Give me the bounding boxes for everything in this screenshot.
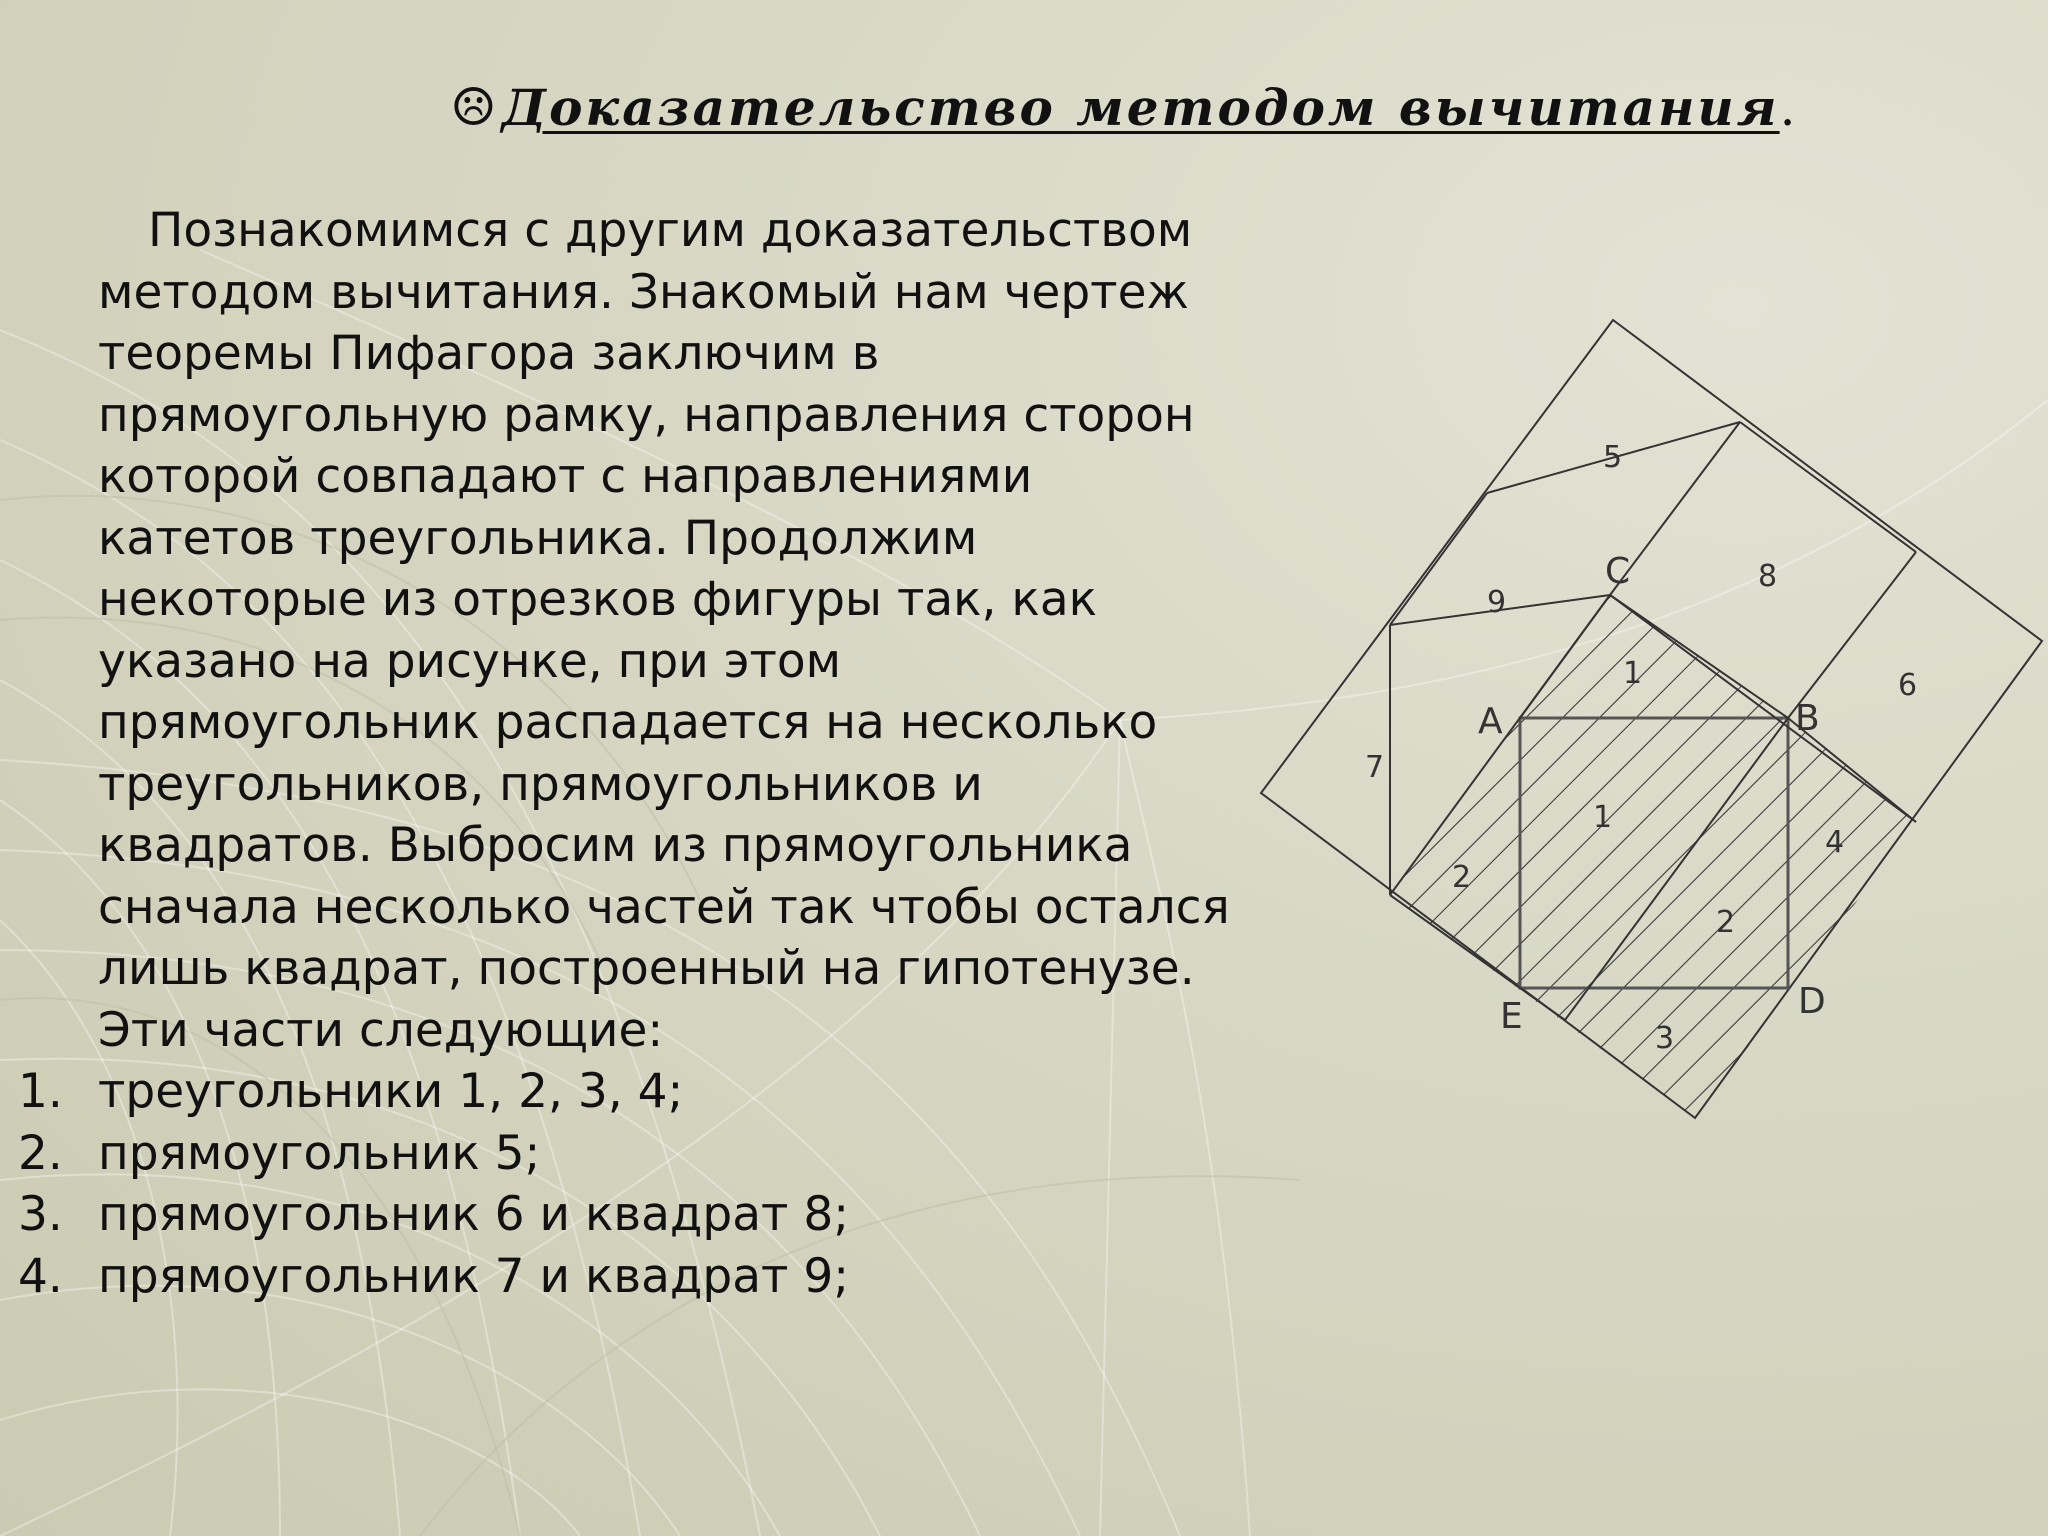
list-item	[18, 1184, 1328, 1246]
slide-title	[450, 78, 1850, 158]
region-label-4: 4	[1825, 825, 1845, 860]
region-label-2-center: 2	[1716, 905, 1736, 940]
text-line: которой совпадают с направлениями	[98, 449, 1033, 504]
text-line: катетов треугольника. Продолжим	[98, 510, 978, 566]
list-item	[18, 1246, 1328, 1308]
parts-list	[18, 1061, 1328, 1307]
text-line: Эти части следующие:	[98, 1002, 664, 1058]
vertex-label-c: C	[1605, 551, 1631, 592]
text-line: теоремы Пифагора заключим в	[98, 326, 880, 381]
region-label-7: 7	[1365, 750, 1385, 785]
text-line: методом вычитания. Знакомый нам чертеж	[98, 264, 1189, 320]
list-number: 4.	[18, 1248, 63, 1304]
region-label-9: 9	[1487, 585, 1507, 620]
list-number: 3.	[18, 1187, 63, 1242]
region-label-6: 6	[1898, 668, 1918, 703]
list-item-text: треугольники 1, 2, 3, 4;	[98, 1064, 684, 1119]
vertex-label-e: E	[1500, 996, 1523, 1037]
text-line: сначала несколько частей так чтобы остался	[98, 879, 1230, 935]
list-item	[18, 1123, 1328, 1185]
text-line: лишь квадрат, построенный на гипотенузе.	[98, 941, 1195, 996]
sad-face-icon: ☹	[450, 78, 500, 138]
region-label-1-center: 1	[1593, 800, 1613, 835]
text-line: треугольников, прямоугольников и	[98, 756, 983, 812]
list-item-text: прямоугольник 6 и квадрат 8;	[98, 1187, 850, 1242]
frame-line	[1390, 493, 1487, 625]
region-label-1-top: 1	[1623, 656, 1643, 691]
title-text: Доказательство методом вычитания	[501, 78, 1780, 137]
list-number: 1.	[18, 1064, 63, 1119]
vertex-label-a: A	[1478, 701, 1503, 742]
frame-line	[1788, 552, 1916, 718]
vertex-label-d: D	[1798, 981, 1826, 1022]
region-label-8: 8	[1758, 559, 1778, 594]
list-number: 2.	[18, 1125, 63, 1181]
list-item	[18, 1061, 1328, 1123]
list-item-text: прямоугольник 5;	[98, 1125, 541, 1181]
text-line: Познакомимся с другим доказательством	[148, 203, 1193, 258]
paragraph	[98, 200, 1328, 1061]
region-label-5: 5	[1603, 440, 1623, 475]
text-line: некоторые из отрезков фигуры так, как	[98, 572, 1098, 627]
body-text	[18, 200, 1328, 1307]
region-label-2-left: 2	[1452, 860, 1472, 895]
frame-line	[1740, 422, 1916, 552]
text-line: указано на рисунке, при этом	[98, 633, 842, 689]
title-period: .	[1779, 79, 1799, 137]
list-item-text: прямоугольник 7 и квадрат 9;	[98, 1248, 850, 1304]
region-label-3: 3	[1655, 1021, 1675, 1056]
text-line: квадратов. Выбросим из прямоугольника	[98, 818, 1133, 873]
pythagoras-subtraction-figure	[1255, 315, 2045, 1125]
text-line: прямоугольную рамку, направления сторон	[98, 387, 1195, 443]
vertex-label-b: B	[1795, 698, 1820, 739]
text-line: прямоугольник распадается на несколько	[98, 695, 1158, 750]
